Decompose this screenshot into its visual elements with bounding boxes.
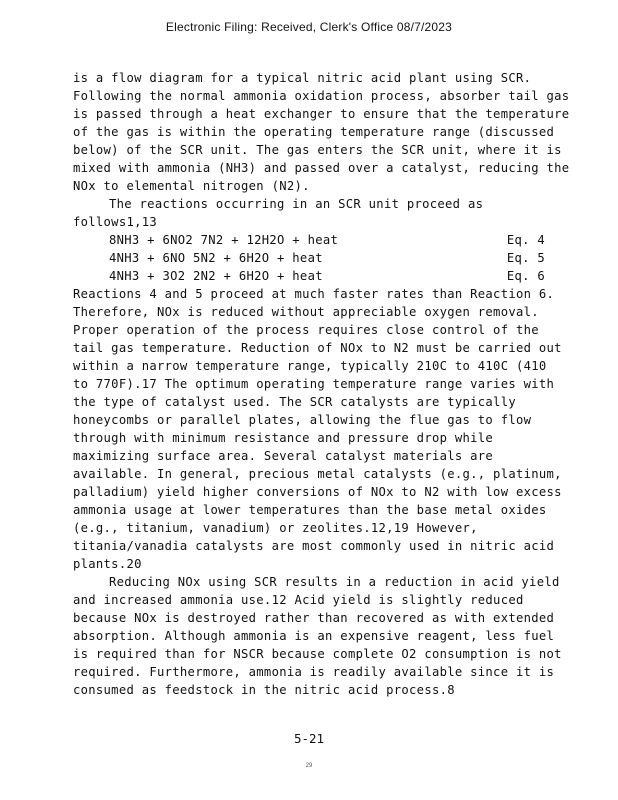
text-line: plants.20 xyxy=(73,557,142,571)
text-line: of the gas is within the operating temperature range (discussed xyxy=(73,125,555,139)
text-line: Following the normal ammonia oxidation process, absorber tail gas xyxy=(73,89,570,103)
page-number: 5-21 xyxy=(293,731,325,746)
text-line: available. In general, precious metal catalysts (e.g., platinum, xyxy=(73,467,562,481)
text-line: required. Furthermore, ammonia is readily available since it is xyxy=(73,665,555,679)
text-line: below) of the SCR unit. The gas enters the SCR unit, where it is xyxy=(73,143,562,157)
equation-4 xyxy=(73,231,551,249)
text-line: Proper operation of the process requires close control of the xyxy=(73,323,539,337)
text-line: is a flow diagram for a typical nitric acid plant using SCR. xyxy=(73,71,532,85)
text-line: the type of catalyst used. The SCR catalysts are typically xyxy=(73,395,516,409)
text-line: Therefore, NOx is reduced without appreciable oxygen removal. xyxy=(73,305,539,319)
text-line: through with minimum resistance and pressure drop while xyxy=(73,431,494,445)
text-line: honeycombs or parallel plates, allowing the flue gas to flow xyxy=(73,413,532,427)
equation-number: Eq. 4 xyxy=(506,233,545,247)
text-line: mixed with ammonia (NH3) and passed over a catalyst, reducing the xyxy=(73,161,570,175)
text-line: follows1,13 xyxy=(73,215,158,229)
equation-text: 4NH3 + 3O2 2N2 + 6H2O + heat xyxy=(109,269,323,283)
equation-5 xyxy=(73,249,551,267)
text-line: The reactions occurring in an SCR unit proceed as xyxy=(109,197,484,211)
text-line: titania/vanadia catalysts are most commonly used in nitric acid xyxy=(73,539,555,553)
text-line: NOx to elemental nitrogen (N2). xyxy=(73,179,310,193)
text-line: because NOx is destroyed rather than recovered as with extended xyxy=(73,611,555,625)
equation-text: 4NH3 + 6NO 5N2 + 6H2O + heat xyxy=(109,251,323,265)
text-line: to 770F).17 The optimum operating temperature range varies with xyxy=(73,377,555,391)
text-line: is passed through a heat exchanger to ensure that the temperature xyxy=(73,107,570,121)
equation-number: Eq. 5 xyxy=(506,251,545,265)
text-line: tail gas temperature. Reduction of NOx to N2 must be carried out xyxy=(73,341,562,355)
text-line: Reducing NOx using SCR results in a reduction in acid yield xyxy=(109,575,560,589)
text-line: absorption. Although ammonia is an expensive reagent, less fuel xyxy=(73,629,555,643)
text-line: ammonia usage at lower temperatures than the base metal oxides xyxy=(73,503,547,517)
text-line: (e.g., titanium, vanadium) or zeolites.12,19 However, xyxy=(73,521,478,535)
text-line: is required than for NSCR because complete O2 consumption is not xyxy=(73,647,562,661)
text-line: and increased ammonia use.12 Acid yield is slightly reduced xyxy=(73,593,524,607)
text-line: within a narrow temperature range, typically 210C to 410C (410 xyxy=(73,359,547,373)
document-body xyxy=(73,69,570,699)
text-line: Reactions 4 and 5 proceed at much faster rates than Reaction 6. xyxy=(73,287,555,301)
footer-page-index: 29 xyxy=(305,763,313,769)
equation-6 xyxy=(73,267,551,285)
filing-header: Electronic Filing: Received, Clerk's Office 08/7/2023 xyxy=(165,20,453,34)
equation-text: 8NH3 + 6NO2 7N2 + 12H2O + heat xyxy=(109,233,339,247)
equation-number: Eq. 6 xyxy=(506,269,545,283)
text-line: consumed as feedstock in the nitric acid process.8 xyxy=(73,683,455,697)
text-line: maximizing surface area. Several catalyst materials are xyxy=(73,449,494,463)
text-line: palladium) yield higher conversions of NOx to N2 with low excess xyxy=(73,485,562,499)
